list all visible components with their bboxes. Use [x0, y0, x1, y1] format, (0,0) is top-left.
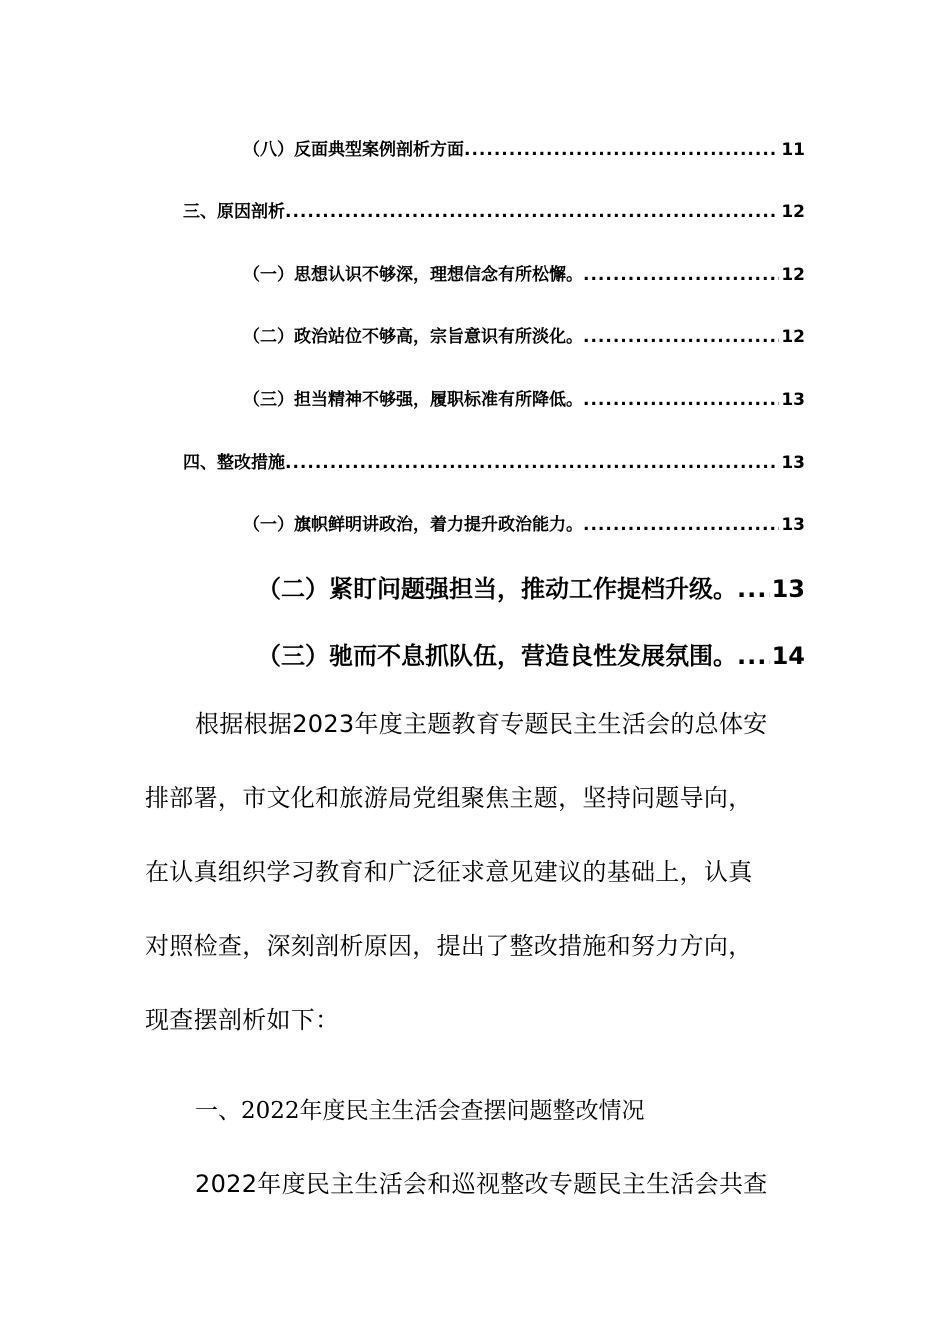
intro-paragraph-line: 根据根据2023年度主题教育专题民主生活会的总体安: [195, 710, 768, 738]
toc-leader-dots: [583, 263, 779, 287]
toc-leader-dots: [583, 325, 779, 349]
toc-entry[interactable]: [183, 200, 805, 224]
toc-leader-dots: [285, 200, 779, 224]
section-heading: [195, 1095, 645, 1127]
intro-paragraph-line: 对照检查，深刻剖析原因，提出了整改措施和努力方向，: [145, 932, 753, 960]
intro-paragraph-line: 在认真组织学习教育和广泛征求意见建议的基础上，认真: [145, 858, 753, 886]
toc-entry[interactable]: [257, 640, 805, 672]
toc-leader-dots: [737, 573, 770, 605]
toc-entry-page: 11: [781, 140, 805, 160]
toc-entry-title: （八）反面典型案例剖析方面: [243, 140, 464, 160]
toc-entry[interactable]: [257, 573, 805, 605]
toc-entry-title: （二）政治站位不够高，宗旨意识有所淡化。: [243, 327, 583, 347]
toc-entry-page: 13: [781, 453, 805, 473]
intro-paragraph-line: 排部署，市文化和旅游局党组聚焦主题，坚持问题导向，: [145, 784, 753, 812]
toc-entry-title: （一）思想认识不够深，理想信念有所松懈。: [243, 265, 583, 285]
toc-entry-page: 13: [781, 390, 805, 410]
toc-entry-title: （一）旗帜鲜明讲政治，着力提升政治能力。: [243, 515, 583, 535]
toc-leader-dots: [464, 138, 779, 162]
toc-leader-dots: [583, 388, 779, 412]
toc-leader-dots: [737, 640, 770, 672]
toc-entry[interactable]: [243, 388, 805, 412]
section-heading-year: 2022: [241, 1098, 300, 1124]
section-paragraph-line: 2022年度民主生活会和巡视整改专题民主生活会共查: [195, 1170, 768, 1198]
intro-paragraph-line: 现查摆剖析如下：: [145, 1006, 340, 1034]
toc-entry-page: 13: [771, 575, 805, 603]
toc-entry-page: 12: [781, 265, 805, 285]
section-heading-rest: 年度民主生活会查摆问题整改情况: [299, 1098, 645, 1124]
toc-entry-title: （二）紧盯问题强担当，推动工作提档升级。: [257, 575, 737, 603]
toc-entry-title: （三）驰而不息抓队伍，营造良性发展氛围。: [257, 642, 737, 670]
toc-entry-title: 四、整改措施: [183, 453, 285, 473]
section-heading-prefix: 一、: [195, 1098, 241, 1124]
toc-entry[interactable]: [243, 325, 805, 349]
toc-entry[interactable]: [243, 263, 805, 287]
toc-entry[interactable]: [183, 451, 805, 475]
toc-entry-page: 12: [781, 202, 805, 222]
toc-entry[interactable]: [243, 513, 805, 537]
toc-entry-page: 12: [781, 327, 805, 347]
toc-entry-title: 三、原因剖析: [183, 202, 285, 222]
toc-entry-page: 13: [781, 515, 805, 535]
toc-leader-dots: [583, 513, 779, 537]
toc-leader-dots: [285, 451, 779, 475]
toc-entry-page: 14: [771, 642, 805, 670]
toc-entry-title: （三）担当精神不够强，履职标准有所降低。: [243, 390, 583, 410]
toc-entry[interactable]: [243, 138, 805, 162]
